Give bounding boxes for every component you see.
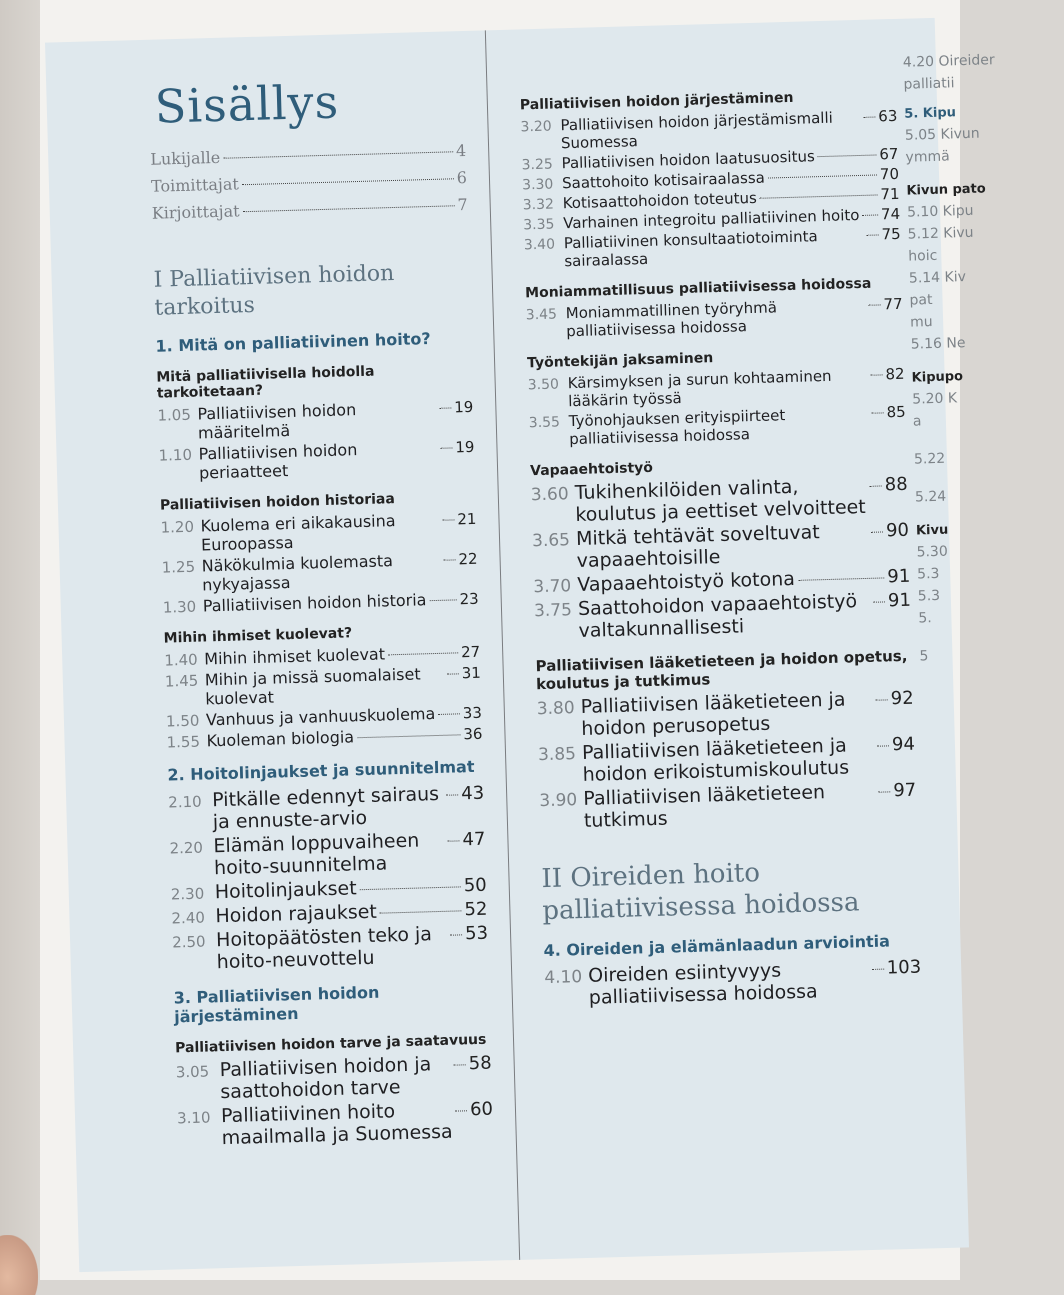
- toc-entry: [168, 782, 485, 835]
- partial-entry: 5.20 K: [912, 390, 958, 408]
- section-title: Palliatiivisen hoidon järjestäminen: [519, 89, 794, 114]
- toc-entry: [165, 663, 482, 710]
- entry-number: 1.55: [166, 732, 201, 752]
- front-item-page: 4: [455, 140, 467, 161]
- chapter-title: 3. Palliatiivisen hoidon järjestäminen: [173, 982, 380, 1027]
- entry-page: 53: [464, 922, 489, 945]
- leader-dots: [768, 174, 877, 178]
- leader-dots: [446, 794, 458, 795]
- partial-entry: mu: [909, 313, 933, 331]
- entry-number: 3.55: [528, 414, 561, 432]
- section-title: Palliatiivisen hoidon historiaa: [159, 491, 396, 514]
- section-title: Palliatiivisen lääketieteen ja hoidon opetus, koulutus ja tutkimus: [535, 646, 908, 694]
- chapter-title: 2. Hoitolinjaukset ja suunnitelmat: [167, 756, 475, 785]
- leader-dots: [863, 117, 875, 118]
- leader-dots: [242, 178, 454, 185]
- entry-number: 1.20: [160, 517, 195, 537]
- entry-title: Varhainen integroitu palliatiivinen hoito: [562, 205, 860, 233]
- front-item-title: Lukijalle: [150, 147, 221, 169]
- partial-section: Kivun pato: [906, 181, 986, 199]
- entry-number: 3.70: [533, 576, 572, 598]
- entry-number: 3.65: [531, 530, 571, 552]
- leader-dots: [447, 673, 459, 674]
- partial-entry: 5.24: [914, 488, 947, 506]
- partial-section: Kivu: [915, 522, 949, 539]
- toc-entry: [526, 295, 904, 342]
- entry-page: 77: [883, 294, 903, 314]
- partial-entry: a: [912, 413, 922, 430]
- leader-dots: [243, 205, 455, 212]
- leader-dots: [450, 934, 462, 935]
- section-title: Mihin ihmiset kuolevat?: [163, 625, 353, 647]
- front-item-page: 6: [456, 167, 468, 188]
- entry-page: 58: [468, 1052, 492, 1075]
- entry-page: 33: [462, 703, 483, 723]
- toc-column-1: [45, 30, 519, 1272]
- partial-entry: 5.14 Kiv: [908, 269, 967, 287]
- leader-dots: [871, 531, 883, 532]
- entry-title: Palliatiivisen lääketieteen tutkimus: [583, 781, 826, 832]
- entry-title: Vapaaehtoistyö kotona: [577, 567, 796, 597]
- entry-page: 90: [885, 519, 910, 542]
- front-item: [152, 195, 468, 223]
- leader-dots: [870, 485, 882, 486]
- entry-title: Saattohoidon vapaaehtoistyö valtakunnallisesti: [577, 590, 858, 642]
- finger-edge: [0, 1235, 38, 1295]
- entry-title: Palliatiivisen lääketieteen ja hoidon perusopetus: [580, 688, 846, 740]
- entry-title: Kuolema eri aikakausina Euroopassa: [200, 511, 396, 555]
- toc-entry: [160, 509, 477, 556]
- toc-entry: [175, 1052, 492, 1105]
- entry-page: 91: [887, 589, 912, 612]
- entry-title: Näkökulmia kuolemasta nykyajassa: [201, 551, 394, 595]
- entry-number: 3.60: [530, 484, 569, 506]
- toc-entry: [536, 687, 914, 742]
- toc-entry: [524, 225, 902, 272]
- entry-title: Mitkä tehtävät soveltuvat vapaaehtoisille: [575, 521, 820, 573]
- entry-number: 3.75: [533, 600, 573, 622]
- entry-number: 1.45: [164, 671, 199, 691]
- leader-dots: [760, 194, 878, 198]
- entry-page: 19: [455, 437, 475, 457]
- leader-dots: [872, 969, 884, 970]
- partial-entry: 5.16 Ne: [910, 335, 966, 353]
- entry-title: Kuoleman biologia: [206, 727, 355, 751]
- partial-entry: 5.: [918, 610, 932, 627]
- section-title: Työntekijän jaksaminen: [526, 350, 714, 372]
- entry-page: 91: [887, 565, 911, 588]
- entry-number: 3.30: [521, 176, 554, 194]
- entry-number: 3.80: [536, 698, 575, 720]
- leader-dots: [876, 699, 888, 700]
- leader-dots: [871, 374, 883, 375]
- entry-number: 1.25: [161, 557, 196, 577]
- entry-page: 21: [457, 509, 477, 529]
- entry-page: 88: [884, 473, 908, 496]
- leader-dots: [440, 447, 452, 448]
- entry-page: 82: [885, 364, 905, 384]
- section-title: Palliatiivisen hoidon tarve ja saatavuus: [174, 1031, 487, 1057]
- leader-dots: [873, 601, 885, 602]
- leader-dots: [442, 519, 454, 520]
- leader-dots: [867, 234, 879, 235]
- entry-title: Hoitopäätösten teko ja hoito-neuvottelu: [215, 923, 433, 974]
- entry-page: 63: [878, 106, 898, 126]
- leader-dots: [878, 791, 890, 792]
- toc-entry: [158, 437, 475, 484]
- entry-page: 75: [881, 224, 901, 244]
- part-title: I Palliatiivisen hoidon tarkoitus: [153, 261, 395, 321]
- entry-number: 2.10: [168, 792, 202, 812]
- entry-title: Palliatiivinen hoito maailmalla ja Suomessa: [220, 1100, 453, 1150]
- entry-page: 52: [464, 898, 488, 921]
- partial-entry: 5.3: [917, 587, 941, 605]
- entry-title: Palliatiivisen hoidon periaatteet: [198, 440, 358, 483]
- entry-title: Palliatiivisen hoidon historia: [202, 590, 427, 616]
- entry-page: 43: [460, 782, 485, 805]
- section-title: Vapaaehtoistyö: [529, 459, 654, 480]
- leader-dots: [869, 304, 881, 305]
- part-title: II Oireiden hoito palliatiivisessa hoidossa: [541, 858, 860, 927]
- toc-entry: [161, 549, 478, 596]
- entry-number: 1.40: [164, 650, 198, 670]
- entry-title: Saattohoito kotisairaalassa: [561, 168, 766, 193]
- entry-number: 3.50: [527, 376, 560, 394]
- entry-title: Palliatiivisen hoidon ja saattohoidon tarve: [219, 1053, 432, 1104]
- entry-title: Hoidon rajaukset: [215, 900, 378, 928]
- front-item-page: 7: [457, 194, 468, 215]
- leader-dots: [862, 214, 878, 215]
- entry-title: Vanhuus ja vanhuuskuolema: [205, 704, 436, 730]
- entry-title: Hoitolinjaukset: [214, 877, 357, 904]
- entry-page: 74: [880, 204, 901, 224]
- partial-entry: 5: [919, 648, 929, 665]
- toc-entry: [534, 589, 912, 644]
- partial-chapter: 5. Kipu: [904, 105, 957, 122]
- entry-number: 1.30: [162, 597, 197, 617]
- entry-number: 3.05: [175, 1062, 210, 1082]
- entry-page: 22: [458, 549, 478, 569]
- entry-page: 47: [462, 828, 486, 851]
- entry-number: 3.85: [537, 744, 577, 766]
- entry-title: Palliatiivisen lääketieteen ja hoidon erikoistumiskoulutus: [581, 734, 850, 786]
- entry-title: Pitkälle edennyt sairaus ja ennuste-arvio: [211, 782, 440, 834]
- toc-entry: [539, 779, 917, 834]
- entry-title: Palliatiivisen hoidon laatusuositus: [561, 147, 816, 173]
- toc-entry: [177, 1098, 494, 1151]
- entry-number: 4.10: [544, 967, 583, 989]
- leader-dots: [429, 599, 456, 601]
- entry-number: 2.50: [171, 932, 206, 952]
- entry-number: 2.20: [169, 838, 204, 858]
- leader-dots: [455, 1110, 467, 1111]
- entry-title: Palliatiivisen hoidon määritelmä: [197, 400, 357, 443]
- entry-title: Palliatiivinen konsultaatiotoiminta sairaalassa: [563, 227, 818, 271]
- toc-entry: [169, 828, 486, 881]
- entry-page: 70: [879, 164, 900, 184]
- entry-title: Elämän loppuvaiheen hoito-suunnitelma: [213, 829, 420, 880]
- chapter-title: 4. Oireiden ja elämänlaadun arviointia: [543, 931, 891, 961]
- toc-entry: [532, 519, 910, 574]
- leader-dots: [448, 840, 460, 841]
- partial-entry: 5.10 Kipu: [906, 202, 974, 221]
- entry-number: 3.90: [539, 790, 578, 812]
- partial-entry: 4.20 Oireider: [902, 52, 995, 71]
- entry-number: 1.50: [165, 711, 200, 731]
- entry-number: 3.32: [522, 196, 555, 214]
- entry-number: 2.30: [170, 884, 205, 904]
- front-item: [150, 141, 466, 169]
- entry-number: 3.10: [176, 1108, 211, 1128]
- toc-entry: [172, 922, 489, 975]
- entry-title: Moniammatillinen työryhmä palliatiivisessa hoidossa: [565, 298, 778, 341]
- partial-entry: 5.12 Kivu: [907, 224, 974, 243]
- leader-dots: [380, 910, 462, 913]
- leader-dots: [357, 734, 460, 738]
- entry-number: 3.20: [520, 118, 552, 136]
- entry-page: 50: [463, 874, 487, 897]
- entry-title: Kärsimyksen ja surun kohtaaminen lääkärin työssä: [567, 366, 832, 411]
- entry-page: 71: [880, 184, 900, 204]
- entry-title: Palliatiivisen hoidon järjestämismalli Suomessa: [560, 108, 834, 153]
- leader-dots: [388, 652, 458, 655]
- partial-entry: 5.3: [916, 565, 940, 583]
- toc-entry: [157, 397, 474, 444]
- front-item-title: Kirjoittajat: [151, 201, 240, 223]
- entry-page: 103: [886, 956, 922, 979]
- section-title: Mitä palliatiivisella hoidolla tarkoitetaan?: [156, 363, 375, 402]
- leader-dots: [798, 577, 885, 580]
- leader-dots: [818, 154, 877, 157]
- partial-entry: 5.05 Kivun: [904, 125, 980, 144]
- entry-title: Mihin ja missä suomalaiset kuolevat: [204, 664, 421, 709]
- leader-dots: [444, 559, 456, 560]
- entry-page: 60: [469, 1098, 494, 1121]
- chapter-title: 1. Mitä on palliatiivinen hoito?: [155, 329, 431, 356]
- partial-entry: 5.22: [913, 450, 946, 468]
- partial-entry: ymmä: [905, 148, 950, 166]
- entry-number: 2.40: [171, 908, 206, 928]
- partial-section: Kipupo: [911, 369, 964, 386]
- leader-dots: [439, 407, 451, 408]
- page-title: Sisällys: [154, 74, 340, 134]
- entry-number: 1.05: [157, 405, 192, 425]
- leader-dots: [872, 412, 884, 413]
- entry-page: 94: [891, 733, 916, 756]
- toc-entry: [538, 733, 916, 788]
- entry-page: 31: [461, 663, 482, 683]
- entry-page: 36: [463, 724, 483, 744]
- entry-number: 3.35: [523, 216, 555, 234]
- toc-entry: [529, 403, 907, 450]
- entry-page: 97: [893, 779, 917, 802]
- leader-dots: [438, 713, 460, 715]
- leader-dots: [454, 1064, 466, 1065]
- entry-number: 3.25: [521, 156, 553, 174]
- entry-title: Työnohjauksen erityispiirteet palliatiivisessa hoidossa: [568, 406, 786, 449]
- leader-dots: [223, 151, 453, 158]
- entry-page: 27: [460, 642, 481, 662]
- entry-number: 3.40: [523, 236, 556, 254]
- front-item-title: Toimittajat: [150, 174, 240, 196]
- entry-number: 1.10: [158, 445, 193, 465]
- toc-column-2: [485, 19, 939, 1260]
- front-item: [151, 168, 467, 196]
- leader-dots: [877, 745, 889, 746]
- partial-entry: palliatii: [903, 75, 955, 93]
- entry-title: Tukihenkilöiden valinta, koulutus ja eettiset velvoitteet: [574, 475, 867, 527]
- entry-page: 85: [886, 402, 906, 422]
- partial-entry: pat: [909, 291, 933, 309]
- partial-entry: 5.30: [916, 543, 948, 561]
- partial-entry: hoic: [908, 247, 938, 265]
- book-page: [45, 18, 995, 1272]
- entry-page: 23: [459, 589, 479, 609]
- leader-dots: [360, 886, 461, 890]
- entry-page: 67: [879, 144, 899, 164]
- entry-page: 92: [890, 687, 914, 710]
- toc-entry: [530, 473, 908, 528]
- entry-title: Mihin ihmiset kuolevat: [204, 644, 386, 669]
- section-title: Moniammatillisuus palliatiivisessa hoidossa: [524, 275, 872, 302]
- toc-entry: [544, 956, 922, 1011]
- entry-page: 19: [453, 397, 474, 417]
- entry-title: Oireiden esiintyvyys palliatiivisessa hoidossa: [587, 959, 818, 1009]
- entry-number: 3.45: [525, 306, 558, 324]
- entry-title: Kotisaattohoidon toteutus: [562, 188, 758, 213]
